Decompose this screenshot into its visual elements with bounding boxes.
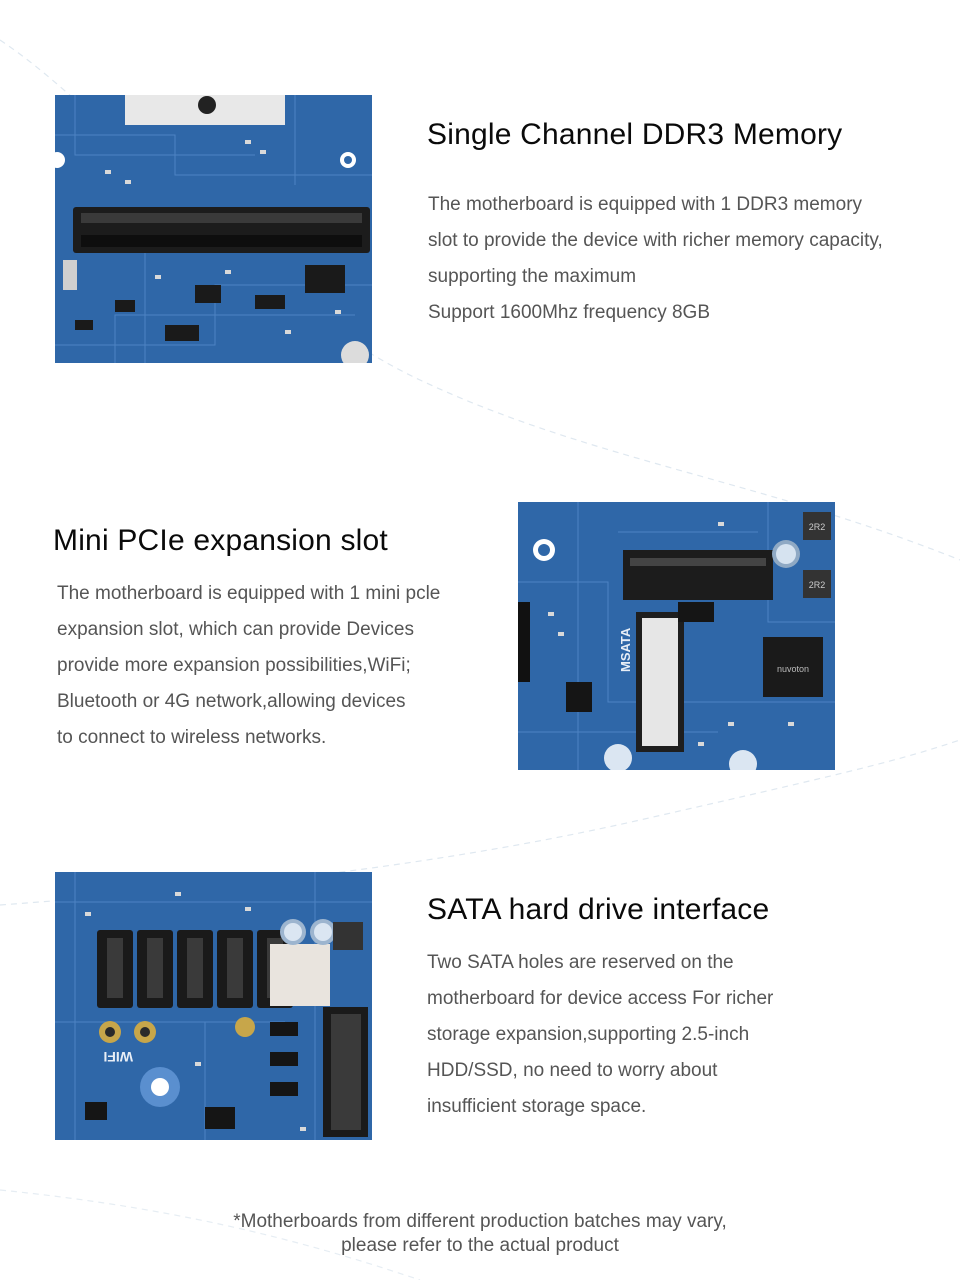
sata-line-4: HDD/SSD, no need to worry about: [427, 1060, 718, 1081]
mini-pcie-line-4: Bluetooth or 4G network,allowing devices: [57, 691, 406, 712]
sata-interface-photo: [55, 872, 372, 1140]
ddr3-line-4: Support 1600Mhz frequency 8GB: [428, 302, 711, 323]
sata-line-2: motherboard for device access For richer: [427, 988, 774, 1009]
mini-pcie-slot-photo: [518, 502, 835, 770]
mini-pcie-line-3: provide more expansion possibilities,WiFi;: [57, 655, 411, 676]
ddr3-line-1: The motherboard is equipped with 1 DDR3 memory: [428, 194, 863, 215]
mini-pcie-line-2: expansion slot, which can provide Devices: [57, 619, 414, 640]
wifi-silkscreen: WIFI: [103, 1049, 133, 1065]
ddr3-line-3: supporting the maximum: [428, 266, 637, 287]
inductor-label-2: 2R2: [808, 580, 826, 590]
sata-description: [427, 945, 773, 1125]
mini-pcie-description: [57, 576, 440, 756]
inductor-label-1: 2R2: [808, 522, 826, 532]
ddr3-description: [428, 187, 883, 331]
mini-pcie-title: Mini PCIe expansion slot: [53, 524, 388, 557]
ddr3-title: Single Channel DDR3 Memory: [427, 118, 843, 151]
footnote-line-1: *Motherboards from different production batches may vary,: [233, 1211, 727, 1232]
sata-title: SATA hard drive interface: [427, 893, 770, 926]
sata-line-3: storage expansion,supporting 2.5-inch: [427, 1024, 750, 1045]
ddr3-slot-photo: [55, 95, 372, 363]
msata-silkscreen: MSATA: [618, 627, 633, 672]
sata-line-5: insufficient storage space.: [427, 1096, 647, 1117]
batch-variation-footnote: [0, 1210, 960, 1258]
ddr3-line-2: slot to provide the device with richer memory capacity,: [428, 230, 883, 251]
mini-pcie-line-5: to connect to wireless networks.: [57, 727, 327, 748]
footnote-line-2: please refer to the actual product: [341, 1235, 619, 1256]
mini-pcie-line-1: The motherboard is equipped with 1 mini pcle: [57, 583, 441, 604]
sata-line-1: Two SATA holes are reserved on the: [427, 952, 734, 973]
chip-label: nuvoton: [776, 664, 810, 674]
